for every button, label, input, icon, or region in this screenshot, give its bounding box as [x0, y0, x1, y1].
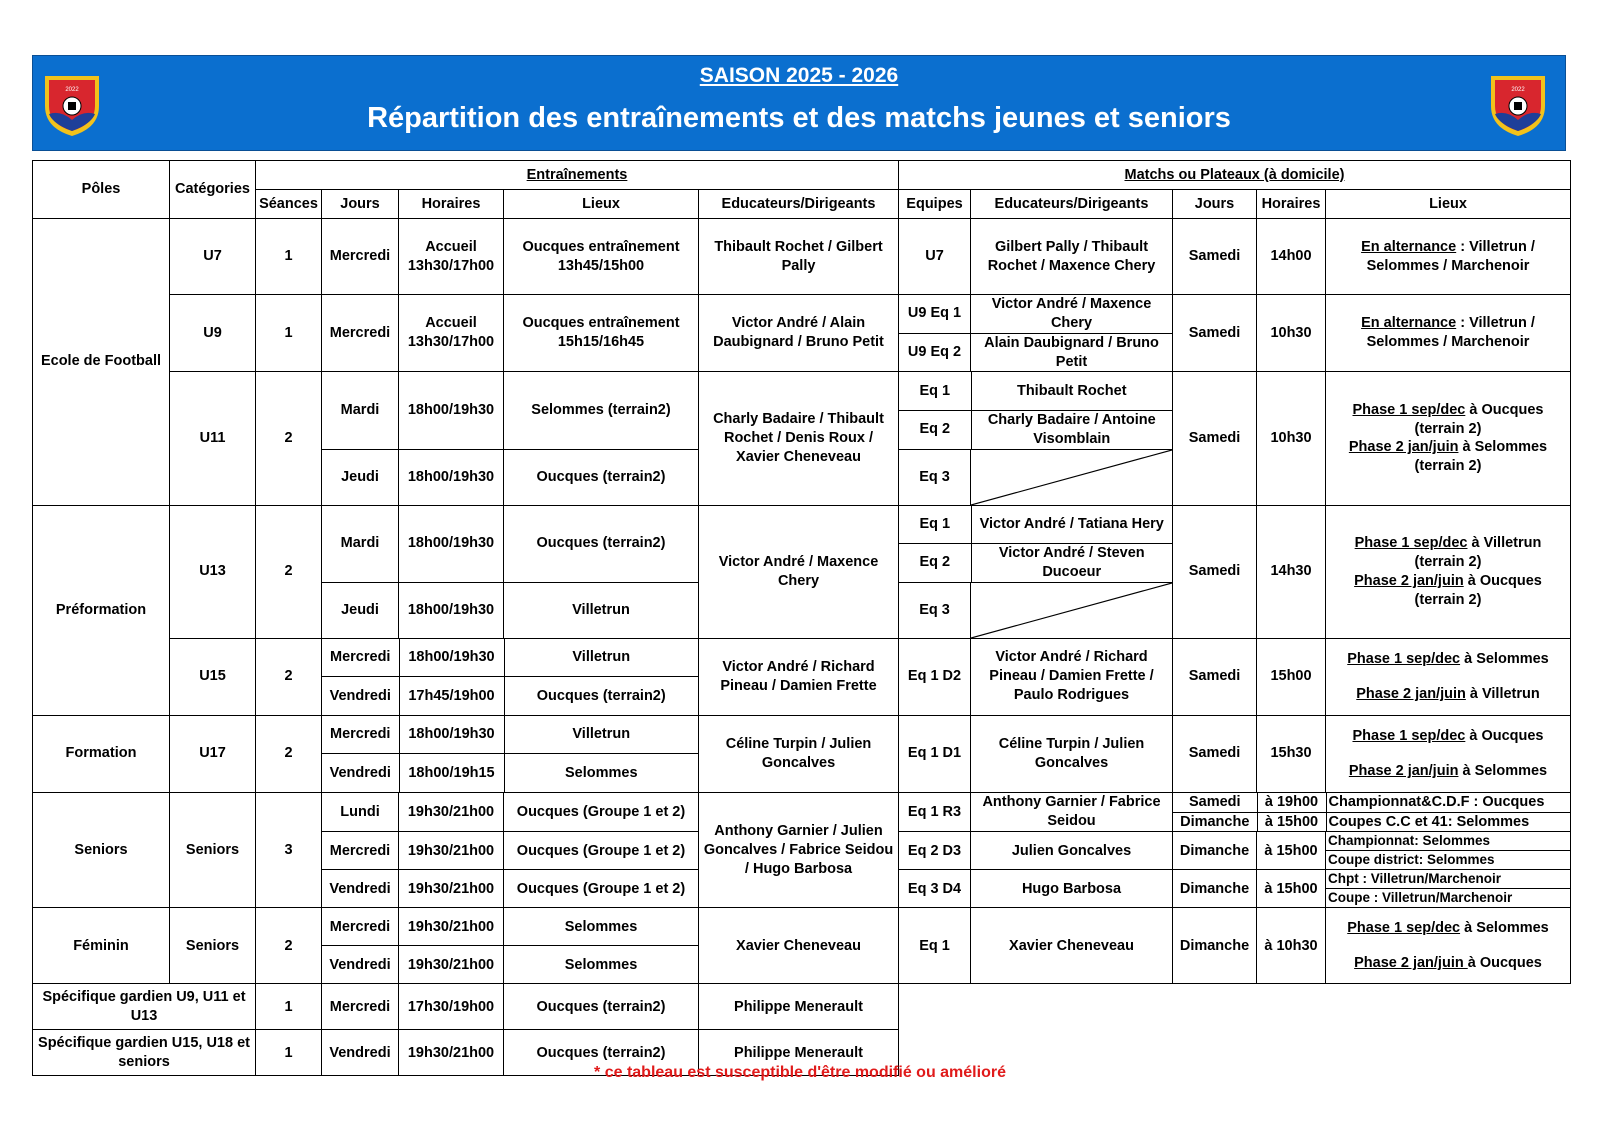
seances-cell: 2	[256, 908, 322, 984]
match-time-cell: 15h00	[1257, 638, 1326, 715]
seances-cell: 2	[256, 505, 322, 638]
team-cell: Eq 1	[899, 908, 971, 984]
day-cell: Jeudi	[322, 582, 399, 638]
match-place-cell: En alternance : Villetrun / Selommes / Marchenoir	[1326, 219, 1571, 295]
match-day-cell: Samedi	[1173, 219, 1257, 295]
place-cell: Oucques entraînement 15h15/16h45	[504, 295, 699, 372]
club-logo-icon	[1487, 70, 1549, 138]
day-cell: Mercredi	[322, 639, 399, 677]
place-cell: Oucques (Groupe 1 et 2)	[504, 832, 699, 870]
match-coach-cell: Xavier Cheneveau	[971, 908, 1173, 984]
category-cell: U15	[170, 638, 256, 715]
header-lieux: Lieux	[504, 190, 699, 219]
team-cell: U7	[899, 219, 971, 295]
season-title: SAISON 2025 - 2026	[699, 64, 899, 87]
match-place-cell: Phase 1 sep/dec à Selommes Phase 2 jan/juin à Oucques	[1326, 908, 1571, 984]
header-poles: Pôles	[33, 161, 170, 219]
match-time-cell: à 15h00	[1257, 870, 1326, 908]
pole-formation: Formation	[33, 715, 170, 792]
seances-cell: 2	[256, 372, 322, 505]
match-coach-cell: Victor André / Richard Pineau / Damien Frette / Paulo Rodrigues	[971, 638, 1173, 715]
match-time-cell: 10h30	[1257, 295, 1326, 372]
team-cell: U9 Eq 2	[899, 333, 971, 372]
coach-cell: Xavier Cheneveau	[699, 908, 899, 984]
page-title: Répartition des entraînements et des matchs jeunes et seniors	[367, 102, 1231, 134]
place-cell: Selommes (terrain2)	[504, 372, 699, 449]
day-cell: Vendredi	[322, 677, 399, 715]
time-cell: 18h00/19h15	[399, 754, 504, 792]
header-match-jours: Jours	[1173, 190, 1257, 219]
match-coach-cell: Charly Badaire / Antoine Visomblain	[987, 411, 1156, 447]
coach-cell: Philippe Menerault	[699, 1030, 899, 1076]
match-place-cell: Coupe district: Selommes	[1328, 852, 1495, 868]
table-row	[33, 908, 1571, 946]
match-place-cell: Phase 1 sep/dec à Oucques (terrain 2) Phase 2 jan/juin à Selommes (terrain 2)	[1326, 372, 1571, 505]
match-day-cell: Samedi	[1173, 505, 1257, 638]
place-cell: Oucques (terrain2)	[504, 505, 699, 582]
day-cell: Jeudi	[322, 449, 399, 505]
header-equipes: Equipes	[899, 190, 971, 219]
match-time-cell: à 19h00	[1257, 793, 1326, 812]
place-cell: Oucques entraînement 13h45/15h00	[504, 219, 699, 295]
day-cell: Mercredi	[322, 295, 399, 372]
day-cell: Mardi	[322, 505, 399, 582]
table-row	[33, 295, 1571, 334]
category-cell: Seniors	[170, 908, 256, 984]
seances-cell: 2	[256, 715, 322, 792]
match-time-cell: 14h00	[1257, 219, 1326, 295]
seances-cell: 1	[256, 984, 322, 1030]
day-cell: Mercredi	[322, 219, 399, 295]
team-cell: Eq 1	[899, 506, 971, 544]
match-coach-cell: Anthony Garnier / Fabrice Seidou	[971, 792, 1173, 832]
header-horaires: Horaires	[399, 190, 504, 219]
place-cell: Villetrun	[504, 582, 699, 638]
day-cell: Mardi	[322, 372, 399, 449]
match-coach-cell: Victor André / Maxence Chery	[971, 295, 1173, 334]
day-cell: Mercredi	[322, 832, 399, 870]
day-cell: Vendredi	[322, 1030, 399, 1076]
place-cell: Villetrun	[504, 716, 698, 754]
seances-cell: 1	[256, 1030, 322, 1076]
category-cell: U7	[170, 219, 256, 295]
match-day-cell: Dimanche	[1173, 870, 1257, 908]
time-cell: 19h30/21h00	[399, 832, 504, 870]
time-cell: 19h30/21h00	[399, 946, 504, 984]
table-row	[33, 984, 1571, 1030]
team-cell: Eq 1 R3	[899, 792, 971, 832]
match-place-cell: Phase 1 sep/dec à Villetrun (terrain 2) Phase 2 jan/juin à Oucques (terrain 2)	[1326, 505, 1571, 638]
coach-cell: Anthony Garnier / Julien Goncalves / Fabrice Seidou / Hugo Barbosa	[699, 792, 899, 908]
match-place-cell: Coupe : Villetrun/Marchenoir	[1328, 890, 1513, 906]
match-day-cell: Samedi	[1173, 793, 1257, 812]
place-cell: Selommes	[504, 946, 699, 984]
header-match-educateurs: Educateurs/Dirigeants	[971, 190, 1173, 219]
table-row	[33, 505, 1571, 582]
table-row	[33, 638, 1571, 715]
category-cell: U13	[170, 505, 256, 638]
category-cell: U9	[170, 295, 256, 372]
header-match-horaires: Horaires	[1257, 190, 1326, 219]
header-trainings: Entraînements	[256, 161, 899, 190]
goalkeeper-label: Spécifique gardien U15, U18 et seniors	[33, 1030, 256, 1076]
svg-text:2022: 2022	[1511, 87, 1525, 93]
place-cell: Villetrun	[504, 639, 698, 677]
place-cell: Oucques (terrain2)	[536, 687, 666, 704]
place-cell: Oucques (Groupe 1 et 2)	[504, 792, 699, 832]
match-day-cell: Samedi	[1173, 715, 1257, 792]
match-place-cell: Phase 1 sep/dec à Oucques Phase 2 jan/juin à Selommes	[1326, 715, 1571, 792]
time-cell: 19h30/21h00	[399, 908, 504, 946]
match-coach-cell: Alain Daubignard / Bruno Petit	[971, 333, 1173, 372]
day-cell: Lundi	[322, 792, 399, 832]
match-place-cell: Phase 1 sep/dec à Selommes Phase 2 jan/juin à Villetrun	[1326, 638, 1571, 715]
match-day-cell: Samedi	[1173, 372, 1257, 505]
match-time-cell: à 10h30	[1257, 908, 1326, 984]
team-cell: U9 Eq 1	[899, 295, 971, 334]
table-row	[33, 219, 1571, 295]
day-cell: Vendredi	[322, 946, 399, 984]
seances-cell: 2	[256, 638, 322, 715]
match-place-cell: En alternance : Villetrun / Selommes / Marchenoir	[1326, 295, 1571, 372]
header-educateurs: Educateurs/Dirigeants	[699, 190, 899, 219]
match-time-cell: à 15h00	[1257, 832, 1326, 870]
place-cell: Selommes	[564, 764, 638, 781]
coach-cell: Céline Turpin / Julien Goncalves	[699, 715, 899, 792]
time-cell: Accueil 13h30/17h00	[399, 295, 504, 372]
header-categories: Catégories	[170, 161, 256, 219]
team-cell: Eq 1 D2	[899, 638, 971, 715]
time-cell: 18h00/19h30	[399, 582, 504, 638]
day-cell: Vendredi	[322, 870, 399, 908]
place-cell: Oucques (terrain2)	[504, 449, 699, 505]
table-row	[33, 372, 1571, 449]
day-cell: Mercredi	[322, 984, 399, 1030]
time-cell: 19h30/21h00	[399, 792, 504, 832]
match-time-cell: 14h30	[1257, 505, 1326, 638]
match-coach-cell: Gilbert Pally / Thibault Rochet / Maxence Chery	[971, 219, 1173, 295]
match-coach-cell: Hugo Barbosa	[971, 870, 1173, 908]
time-cell: 18h00/19h30	[399, 639, 504, 677]
pole-preformation: Préformation	[33, 505, 170, 715]
team-cell: Eq 1 D1	[899, 715, 971, 792]
match-day-cell: Samedi	[1173, 295, 1257, 372]
time-cell: 18h00/19h30	[399, 716, 504, 754]
place-cell: Selommes	[504, 908, 699, 946]
match-time-cell: 15h30	[1257, 715, 1326, 792]
header-banner	[32, 55, 1566, 151]
seances-cell: 1	[256, 219, 322, 295]
schedule-table	[32, 160, 1571, 1076]
table-row	[33, 792, 1571, 832]
svg-text:2022: 2022	[65, 87, 79, 93]
category-cell: U17	[170, 715, 256, 792]
pole-seniors: Seniors	[33, 792, 170, 908]
seances-cell: 1	[256, 295, 322, 372]
team-cell: Eq 1	[899, 372, 971, 410]
place-cell: Oucques (terrain2)	[504, 984, 699, 1030]
time-cell: 17h45/19h00	[399, 677, 504, 715]
time-cell: 19h30/21h00	[399, 1030, 504, 1076]
coach-cell: Victor André / Maxence Chery	[699, 505, 899, 638]
match-day-cell: Samedi	[1173, 638, 1257, 715]
pole-ecole: Ecole de Football	[33, 219, 170, 506]
empty-slot-cell	[971, 449, 1173, 505]
place-cell: Oucques (Groupe 1 et 2)	[504, 870, 699, 908]
header-matches: Matchs ou Plateaux (à domicile)	[899, 161, 1571, 190]
header-match-lieux: Lieux	[1326, 190, 1571, 219]
footer-note: * ce tableau est susceptible d'être modifié ou amélioré	[594, 1064, 1006, 1081]
goalkeeper-label: Spécifique gardien U9, U11 et U13	[33, 984, 256, 1030]
day-cell: Mercredi	[322, 716, 399, 754]
day-cell: Mercredi	[322, 908, 399, 946]
coach-cell: Thibault Rochet / Gilbert Pally	[699, 219, 899, 295]
team-cell: Eq 3	[899, 582, 971, 638]
match-day-cell: Dimanche	[1173, 812, 1257, 831]
empty-slot-cell	[971, 582, 1173, 638]
match-place-cell: Championnat&C.D.F : Oucques	[1326, 793, 1570, 812]
match-place-cell: Championnat: Selommes	[1326, 832, 1570, 851]
category-cell: U11	[170, 372, 256, 505]
match-time-cell: 10h30	[1257, 372, 1326, 505]
coach-cell: Charly Badaire / Thibault Rochet / Denis Roux / Xavier Cheneveau	[699, 372, 899, 505]
match-coach-cell: Céline Turpin / Julien Goncalves	[971, 715, 1173, 792]
team-cell: Eq 2 D3	[899, 832, 971, 870]
coach-cell: Victor André / Alain Daubignard / Bruno Petit	[699, 295, 899, 372]
time-cell: 17h30/19h00	[399, 984, 504, 1030]
table-row	[33, 715, 1571, 792]
team-cell: Eq 2	[899, 410, 971, 448]
match-coach-cell: Julien Goncalves	[971, 832, 1173, 870]
match-time-cell: à 15h00	[1257, 812, 1326, 831]
team-cell: Eq 2	[899, 544, 971, 582]
pole-feminin: Féminin	[33, 908, 170, 984]
header-jours: Jours	[322, 190, 399, 219]
time-cell: 18h00/19h30	[399, 449, 504, 505]
team-cell: Eq 3 D4	[899, 870, 971, 908]
time-cell: 18h00/19h30	[399, 372, 504, 449]
time-cell: Accueil 13h30/17h00	[399, 219, 504, 295]
match-coach-cell: Victor André / Steven Ducoeur	[998, 545, 1145, 580]
match-place-cell: Chpt : Villetrun/Marchenoir	[1326, 870, 1570, 889]
match-day-cell: Dimanche	[1173, 832, 1257, 870]
match-coach-cell: Victor André / Tatiana Hery	[971, 506, 1172, 544]
coach-cell: Philippe Menerault	[699, 984, 899, 1030]
time-cell: 18h00/19h30	[399, 505, 504, 582]
place-cell: Oucques (terrain2)	[504, 1030, 699, 1076]
match-place-cell: Coupes C.C et 41: Selommes	[1328, 813, 1530, 830]
coach-cell: Victor André / Richard Pineau / Damien Frette	[699, 638, 899, 715]
team-cell: Eq 3	[899, 449, 971, 505]
match-day-cell: Dimanche	[1173, 908, 1257, 984]
match-coach-cell: Thibault Rochet	[971, 372, 1172, 410]
day-cell: Vendredi	[322, 754, 399, 792]
time-cell: 19h30/21h00	[399, 870, 504, 908]
category-cell: Seniors	[170, 792, 256, 908]
seances-cell: 3	[256, 792, 322, 908]
header-seances: Séances	[256, 190, 322, 219]
